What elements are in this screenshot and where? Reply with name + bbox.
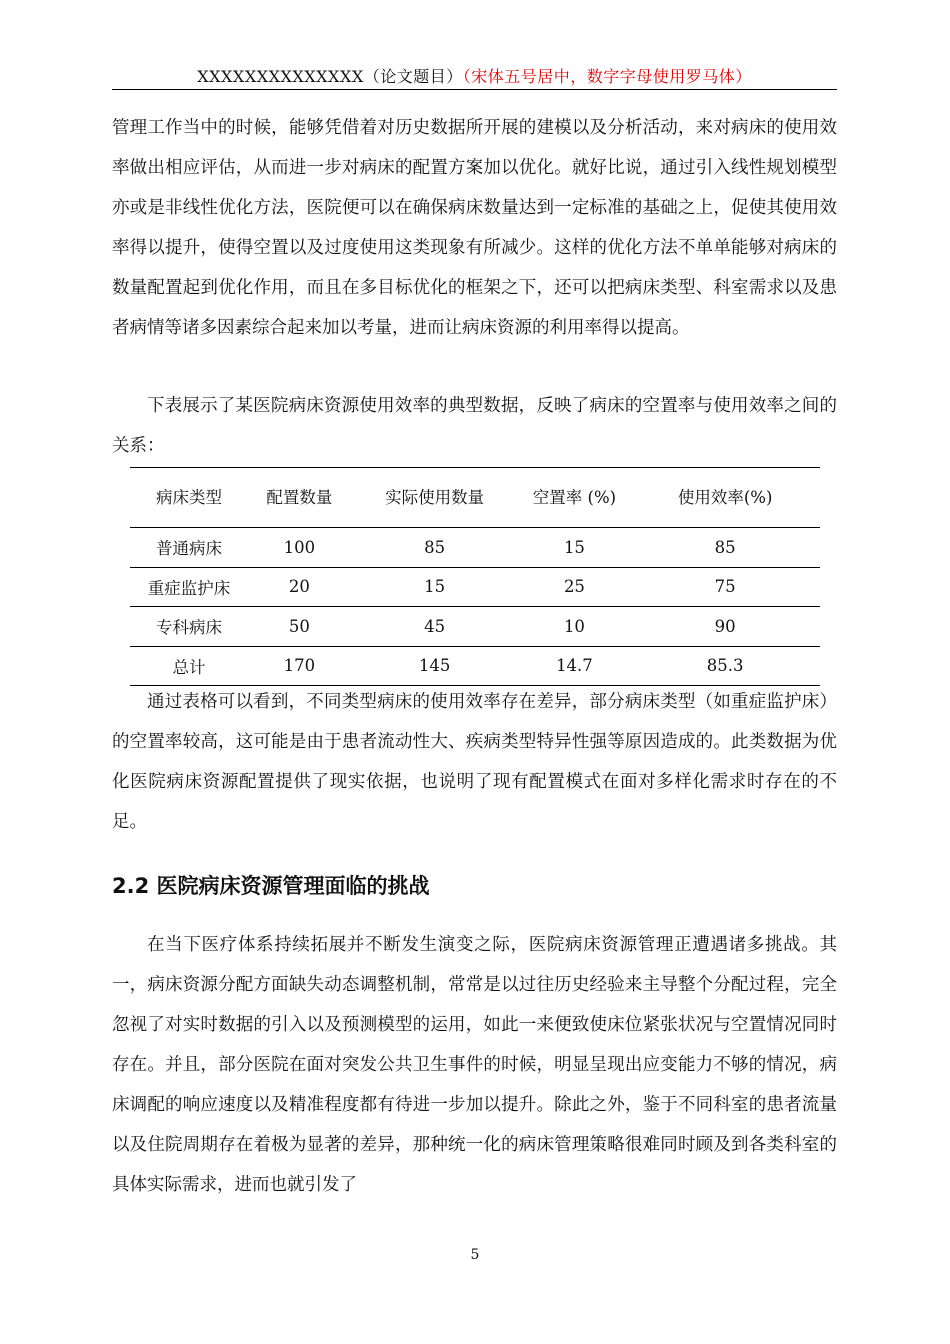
bed-efficiency-table: [130, 467, 820, 686]
header-format-note: （宋体五号居中，数字字母使用罗马体）: [462, 67, 752, 86]
table-cell: 170: [248, 646, 351, 686]
table-total-row: [130, 646, 820, 686]
table-cell: 普通病床: [130, 528, 248, 568]
table-analysis-paragraph: 通过表格可以看到，不同类型病床的使用效率存在差异，部分病床类型（如重症监护床）的空置率较高，这可能是由于患者流动性大、疾病类型特异性强等原因造成的。此类数据为优化医院病床资源配置提供了现实依据，也说明了现有配置模式在面对多样化需求时存在的不足。: [112, 692, 837, 832]
table-cell: 50: [248, 607, 351, 647]
col-header-utilization: 使用效率(%): [630, 468, 820, 528]
table-cell: 总计: [130, 646, 248, 686]
page-number: 5: [470, 1247, 480, 1263]
table-cell: 15: [519, 528, 631, 568]
table-cell: 90: [630, 607, 820, 647]
table-cell: 85.3: [630, 646, 820, 686]
col-header-configured: 配置数量: [248, 468, 351, 528]
table-row: [130, 607, 820, 647]
table-cell: 14.7: [519, 646, 631, 686]
table-cell: 75: [630, 567, 820, 607]
header-rule: [112, 89, 837, 90]
table-intro-paragraph: 下表展示了某医院病床资源使用效率的典型数据，反映了病床的空置率与使用效率之间的关系：: [112, 396, 837, 456]
table-cell: 重症监护床: [130, 567, 248, 607]
table-cell: 145: [351, 646, 519, 686]
table-cell: 45: [351, 607, 519, 647]
table-row: [130, 528, 820, 568]
section-heading: 2.2 医院病床资源管理面临的挑战: [112, 874, 430, 898]
body-paragraph-1: 管理工作当中的时候，能够凭借着对历史数据所开展的建模以及分析活动，来对病床的使用效率做出相应评估，从而进一步对病床的配置方案加以优化。就好比说，通过引入线性规划模型亦或是非线性优化方法，医院便可以在确保病床数量达到一定标准的基础之上，促使其使用效率得以提升，使得空置以及过度使用这类现象有所减少。这样的优化方法不单单能够对病床的数量配置起到优化作用，而且在多目标优化的框架之下，还可以把病床类型、科室需求以及患者病情等诸多因素综合起来加以考量，进而让病床资源的利用率得以提高。: [112, 118, 837, 338]
table-cell: 85: [351, 528, 519, 568]
table-cell: 85: [630, 528, 820, 568]
table-cell: 10: [519, 607, 631, 647]
table-cell: 100: [248, 528, 351, 568]
col-header-actual-used: 实际使用数量: [351, 468, 519, 528]
col-header-vacancy-rate: 空置率 (%): [519, 468, 631, 528]
header-title: XXXXXXXXXXXXXX（论文题目）: [197, 67, 463, 86]
challenges-paragraph: 在当下医疗体系持续拓展并不断发生演变之际，医院病床资源管理正遭遇诸多挑战。其一，病床资源分配方面缺失动态调整机制，常常是以过往历史经验来主导整个分配过程，完全忽视了对实时数据的引入以及预测模型的运用，如此一来便致使床位紧张状况与空置情况同时存在。并且，部分医院在面对突发公共卫生事件的时候，明显呈现出应变能力不够的情况，病床调配的响应速度以及精准程度都有待进一步加以提升。除此之外，鉴于不同科室的患者流量以及住院周期存在着极为显著的差异，那种统一化的病床管理策略很难同时顾及到各类科室的具体实际需求，进而也就引发了: [112, 935, 837, 1195]
table-cell: 15: [351, 567, 519, 607]
table-row: [130, 567, 820, 607]
table-cell: 25: [519, 567, 631, 607]
table-header-row: [130, 468, 820, 528]
table-cell: 专科病床: [130, 607, 248, 647]
page-header: [112, 64, 837, 90]
col-header-bed-type: 病床类型: [130, 468, 248, 528]
table-cell: 20: [248, 567, 351, 607]
